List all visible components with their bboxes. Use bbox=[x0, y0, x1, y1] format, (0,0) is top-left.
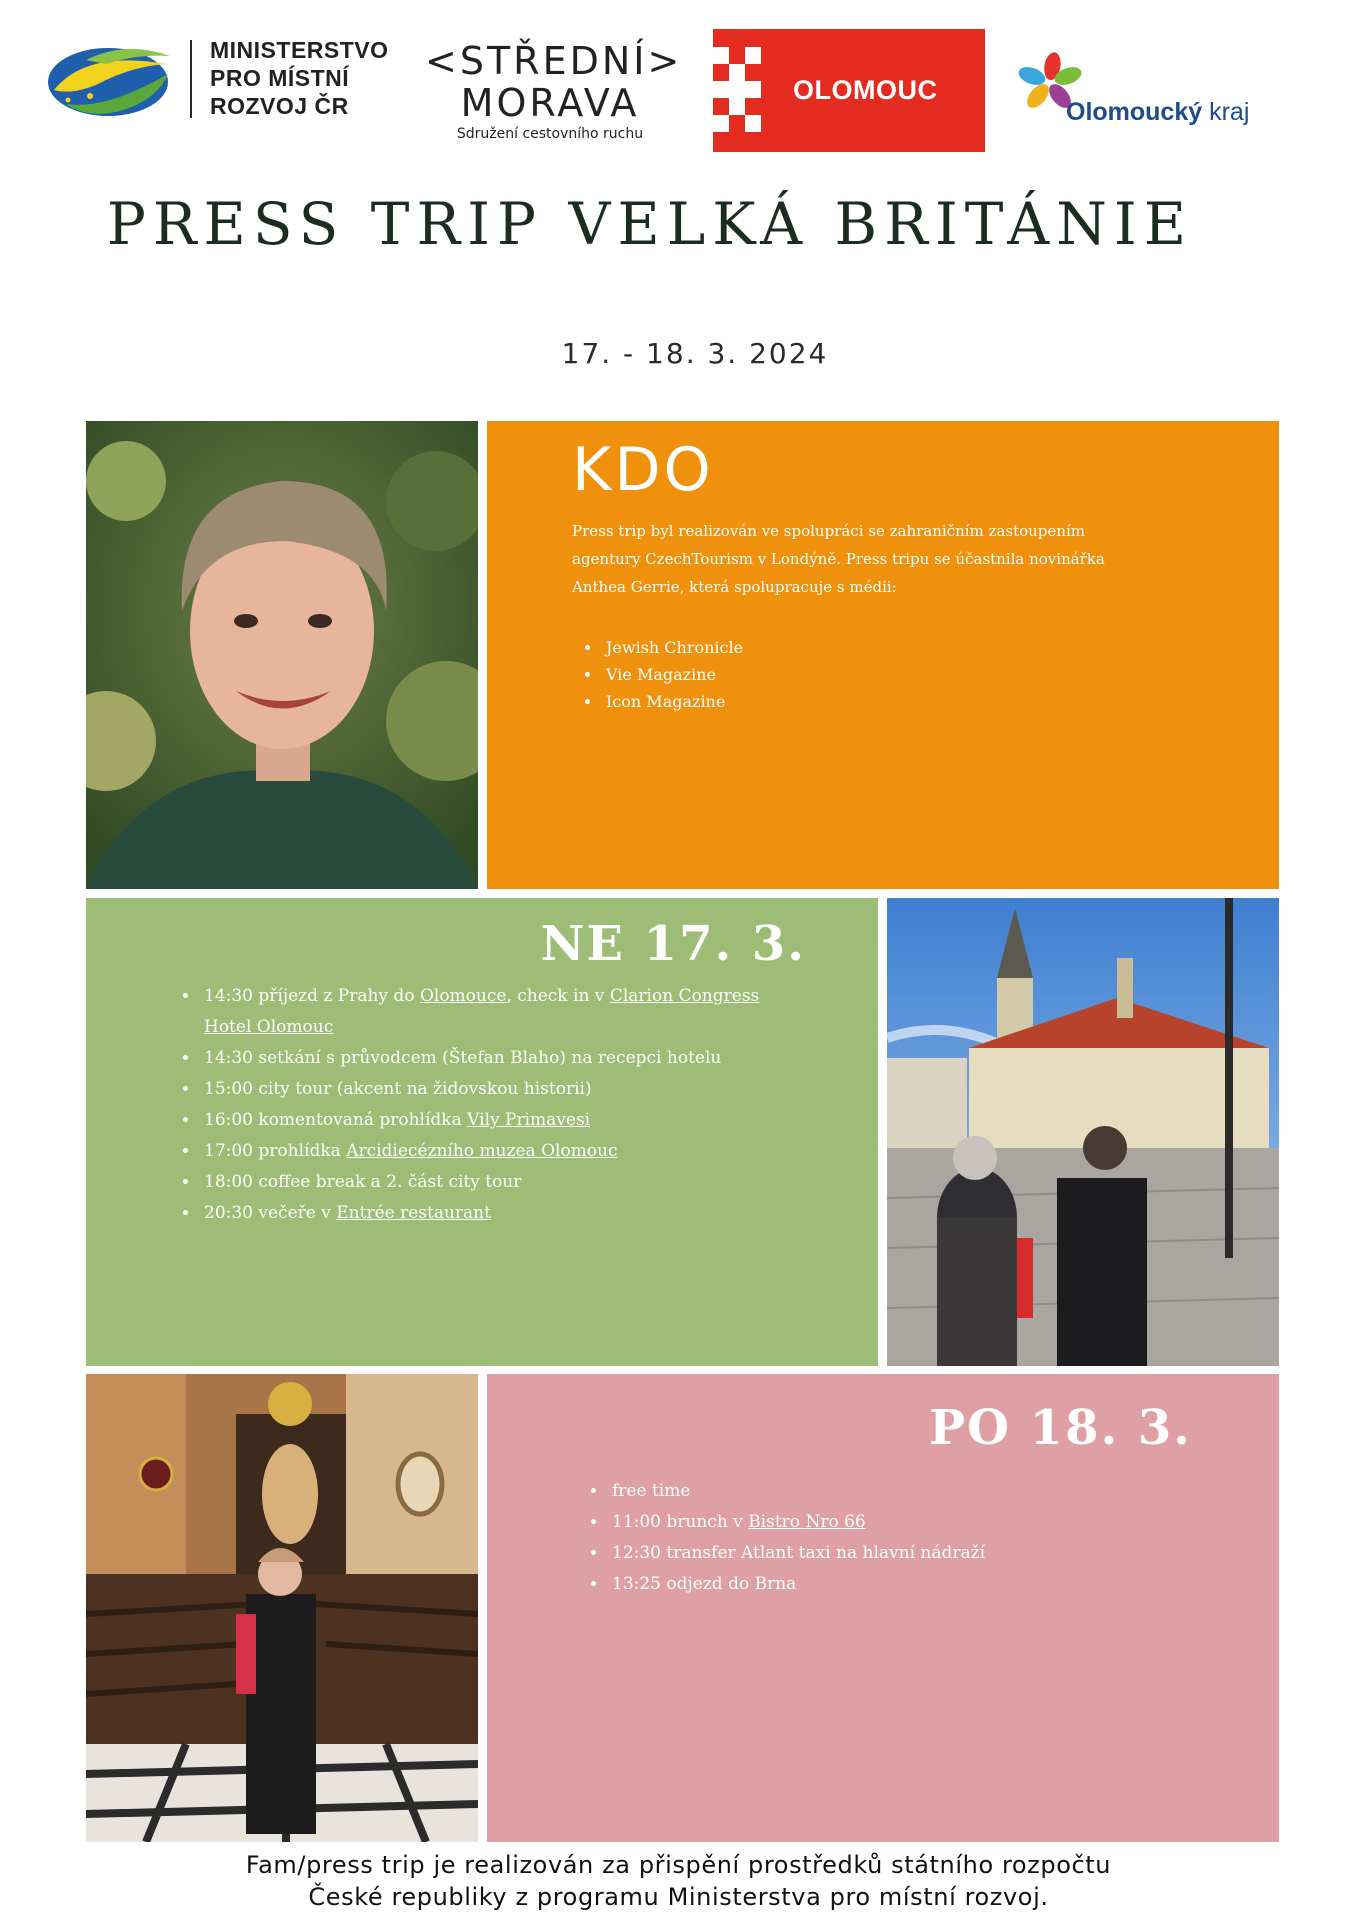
item-text: 20:30 večeře v bbox=[204, 1203, 337, 1223]
item-text: 13:25 odjezd do Brna bbox=[612, 1574, 797, 1594]
po-schedule bbox=[584, 1476, 1208, 1600]
list-item bbox=[200, 1136, 800, 1167]
stredni-morava-line1: <STŘEDNÍ> bbox=[425, 39, 683, 83]
olomoucky-kraj-text bbox=[1066, 98, 1249, 127]
olomoucky-word: Olomoucký bbox=[1066, 98, 1203, 126]
media-list bbox=[572, 634, 743, 715]
po-panel bbox=[487, 1374, 1279, 1842]
ne-schedule bbox=[176, 981, 800, 1229]
list-item bbox=[200, 1198, 800, 1229]
item-text: , check in v bbox=[506, 986, 610, 1006]
olomouc-logo-text: OLOMOUC bbox=[793, 75, 938, 105]
kdo-paragraph: Press trip byl realizován ve spolupráci se zahraničním zastoupením agentury CzechTourism v Londýně. Press tripu se účastnila novinářka Anthea Gerrie, která spolupracuje s médii: bbox=[572, 522, 1105, 596]
kdo-panel bbox=[487, 421, 1279, 889]
list-item bbox=[608, 1569, 1208, 1600]
stredni-morava-subtitle: Sdružení cestovního ruchu bbox=[456, 126, 644, 142]
stredni-morava-logo bbox=[425, 39, 683, 150]
olomoucky-kraj-logo bbox=[1010, 50, 1260, 140]
list-item: • Icon Magazine bbox=[602, 688, 743, 715]
mmr-logo bbox=[46, 36, 406, 126]
item-text: 12:30 transfer Atlant taxi na hlavní nádraží bbox=[612, 1543, 986, 1563]
item-text: 17:00 prohlídka bbox=[204, 1141, 347, 1161]
ne-heading: NE 17. 3. bbox=[540, 916, 806, 972]
kdo-heading: KDO bbox=[572, 435, 714, 505]
olomouc-link[interactable]: Olomouce bbox=[419, 986, 507, 1006]
trip-date: 17. - 18. 3. 2024 bbox=[561, 337, 829, 370]
logo-divider bbox=[190, 40, 192, 118]
list-item bbox=[608, 1507, 1208, 1538]
po-heading: PO 18. 3. bbox=[929, 1400, 1192, 1456]
mmr-line: ROZVOJ ČR bbox=[210, 93, 349, 119]
bistro-link[interactable]: Bistro Nro 66 bbox=[748, 1512, 866, 1532]
item-text: 15:00 city tour (akcent na židovskou historii) bbox=[204, 1079, 592, 1099]
ne-panel bbox=[86, 898, 878, 1366]
olomouc-logo bbox=[713, 29, 985, 152]
list-item bbox=[200, 1074, 800, 1105]
list-item bbox=[200, 981, 800, 1043]
footer-note bbox=[0, 1849, 1357, 1913]
stredni-morava-line2: MORAVA bbox=[460, 81, 640, 125]
chapel-photo bbox=[86, 1374, 478, 1842]
muzeum-link[interactable]: Arcidiecézního muzea Olomouc bbox=[346, 1141, 618, 1161]
list-item bbox=[200, 1105, 800, 1136]
mmr-emblem-icon bbox=[46, 40, 174, 120]
entree-restaurant-link[interactable]: Entrée restaurant bbox=[336, 1203, 491, 1223]
clarion-hotel-link[interactable]: Clarion Congress Hotel Olomouc bbox=[204, 986, 760, 1037]
list-item bbox=[200, 1043, 800, 1074]
footer-line: České republiky z programu Ministerstva pro místní rozvoj. bbox=[308, 1883, 1049, 1911]
olomouc-checker-icon bbox=[713, 47, 761, 133]
footer-line: Fam/press trip je realizován za přispění prostředků státního rozpočtu bbox=[245, 1851, 1112, 1879]
page-title: PRESS TRIP VELKÁ BRITÁNIE bbox=[106, 190, 1194, 258]
list-item bbox=[608, 1538, 1208, 1569]
list-item bbox=[608, 1476, 1208, 1507]
mmr-logo-text bbox=[210, 36, 389, 120]
item-text: free time bbox=[612, 1481, 691, 1501]
item-text: 14:30 příjezd z Prahy do bbox=[204, 986, 420, 1006]
town-hall-photo bbox=[887, 898, 1279, 1366]
mmr-line: PRO MÍSTNÍ bbox=[210, 65, 350, 91]
list-item: • Jewish Chronicle bbox=[602, 634, 743, 661]
portrait-photo bbox=[86, 421, 478, 889]
item-text: 11:00 brunch v bbox=[612, 1512, 749, 1532]
item-text: 14:30 setkání s průvodcem (Štefan Blaho) na recepci hotelu bbox=[204, 1048, 722, 1068]
item-text: 16:00 komentovaná prohlídka bbox=[204, 1110, 468, 1130]
vila-primavesi-link[interactable]: Vily Primavesi bbox=[467, 1110, 591, 1130]
item-text: 18:00 coffee break a 2. část city tour bbox=[204, 1172, 522, 1192]
list-item: • Vie Magazine bbox=[602, 661, 743, 688]
mmr-line: MINISTERSTVO bbox=[210, 37, 389, 63]
list-item bbox=[200, 1167, 800, 1198]
kraj-word: kraj bbox=[1209, 98, 1250, 126]
